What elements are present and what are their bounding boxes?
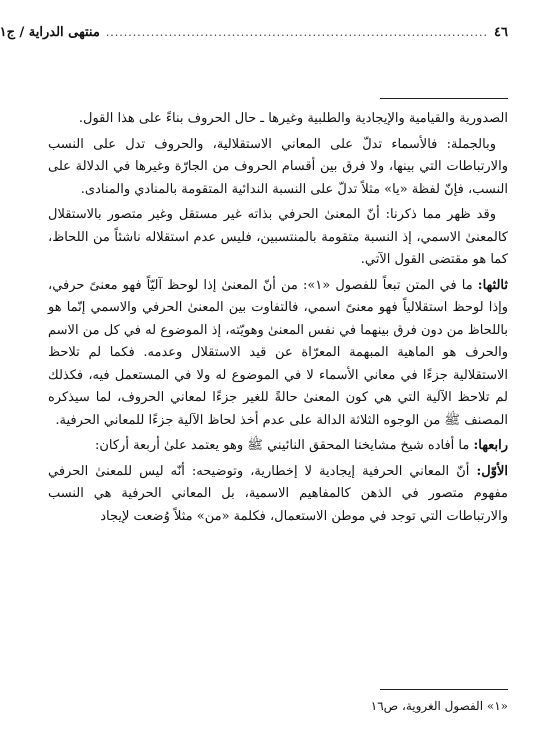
top-rule [380,98,508,99]
header-leader: ..................................................................................... [105,25,489,39]
book-title: منتهى الدراية / ج١ [0,24,100,40]
paragraph-5-text: ما أفاده شيخ مشايخنا المحقق النائيني ﷺ وهو يعتمد علىٰ أربعة أركان: [94,438,474,453]
footnote-rule [380,689,508,690]
footnote: «١» الفصول الغروية، ص١٦ [370,699,508,713]
paragraph-6 [48,461,508,529]
paragraph-5 [48,435,508,458]
paragraph-3: وقد ظهر مما ذكرنا: أنّ المعنىٰ الحرفي بذاته غير مستقل وغير متصور بالاستقلال كالمعنىٰ الاسمي، إذ النسبة متقومة بالمنتسبين، فليس عدم استقلاله ناشئاً من اللحاظ، كما هو مقتضى القول الآتي. [48,207,508,267]
page-number: ٤٦ [494,24,508,40]
paragraph-4-text: ما في المتن تبعاً للفصول «١»: من أنّ المعنىٰ إذا لوحظ آليّاً فهو معنىً حرفي، وإذا لوحظ استقلالياً فهو معنىً اسمي، فالتفاوت بين المعنىٰ الحرفي والاسمي إنّما هو باللحاظ من دون فرق بينهما في نفس المعنىٰ وهويّته، إذ الموضوع له في كل من الاسم والحرف هو الماهية المبهمة المعرّاة عن قيد الاستقلال وعدمه. فكما لم تلاحظ الاستقلالية جزءًا في معاني الأسماء لا في الموضوع له ولا في المستعمل فيه، فكذلك لم تلاحظ الآلية التي هي كون المعنىٰ حالةً للغير جزءًا لمعاني الحروف، لما سيذكره المصنف ﷺ من الوجوه الثلاثة الدالة على عدم أخذ لحاظ الآلية جزءًا للمعاني الحرفية. [48,277,508,428]
paragraph-6-text: أنّ المعاني الحرفية إيجادية لا إخطارية، وتوضيحه: أنّه ليس للمعنىٰ الحرفي مفهوم متصور في الذهن كالمفاهيم الاسمية، بل المعاني الحرفية هي النسب والارتباطات التي توجد في موطن الاستعمال، فكلمة «من» مثلاً وُضعت لإيجاد [48,463,508,524]
paragraph-4-lead: ثالثها: [477,277,508,293]
paragraph-1: الصدورية والقيامية والإيجادية والطلبية وغيرها ـ حال الحروف بناءً على هذا القول. [78,111,508,126]
paragraph-2: وبالجملة: فالأسماء تدلّ على المعاني الاستقلالية، والحروف تدل على النسب والارتباطات التي بينها، ولا فرق بين أقسام الحروف من الجارّة وغيرها في الدلالة على النسب، فإنّ لفظة «يا» مثلاً تدلّ على النسبة الندائية المتقومة بالمنادي والمنادى. [48,136,508,197]
page-header [0,22,508,42]
paragraph-6-lead: الأوّل: [476,463,508,479]
page-body [48,108,508,531]
paragraph-4 [48,275,508,433]
paragraph-5-lead: رابعها: [473,438,508,453]
